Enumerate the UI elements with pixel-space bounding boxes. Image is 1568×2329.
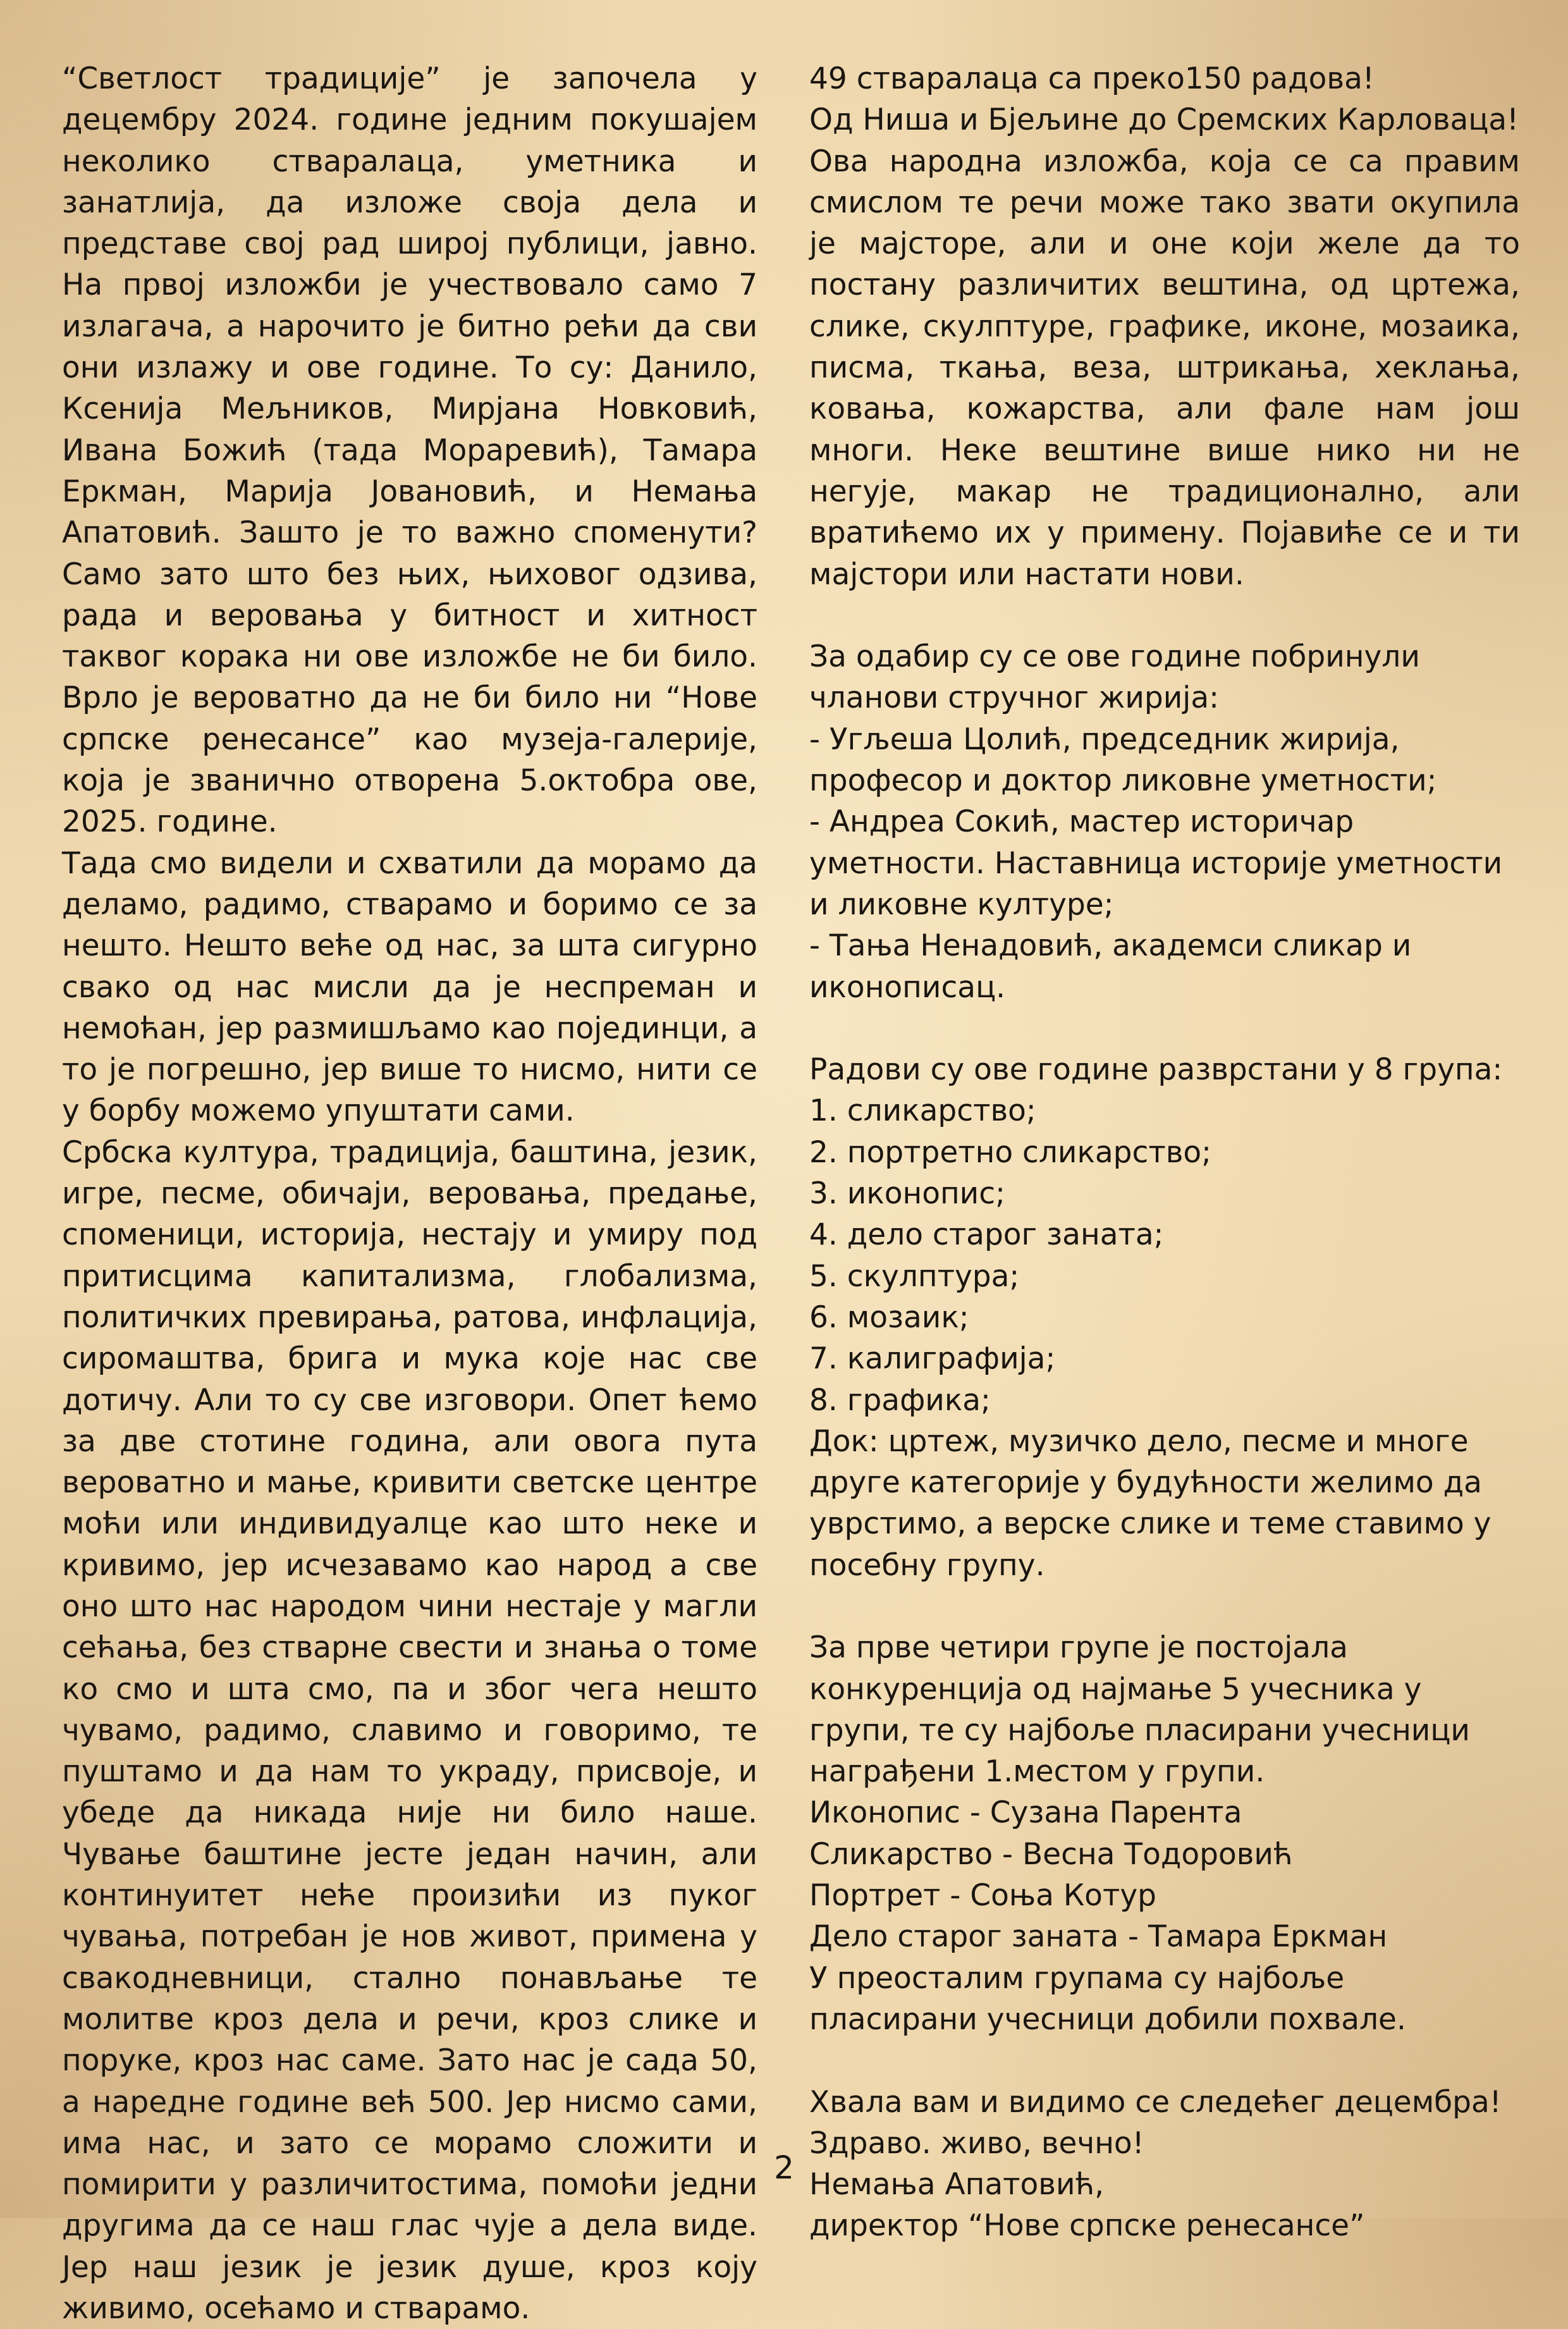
intro-line-creators: 49 стваралаца са преко150 радова! bbox=[809, 61, 1375, 96]
group-item: 4. дело старог заната; bbox=[809, 1217, 1164, 1253]
jury-intro: За одабир су се ове године побринули чланови стручног жирија: bbox=[809, 639, 1420, 716]
closing-thanks: Хвала вам и видимо се следећег децембра! bbox=[809, 2084, 1502, 2120]
awards-note: У преосталим групама су најбоље пласирани учесници добили похвале. bbox=[809, 1960, 1406, 2037]
left-column bbox=[62, 58, 757, 2329]
signature-name: Немања Апатовић, bbox=[809, 2167, 1105, 2203]
paragraph-call-to-action: Тада смо видели и схватили да морамо да деламо, радимо, стварамо и боримо се за нешто. Нешто веће од нас, за шта сигурно свако од нас мисли да је неспреман и немоћан, јер размишљамо као појединци, а то је погрешно, јер више то нисмо, нити се у борбу можемо упуштати сами. bbox=[62, 845, 757, 1129]
signature-title: директор “Нове српске ренесансе” bbox=[809, 2208, 1365, 2244]
page-number: 2 bbox=[774, 2149, 794, 2186]
intro-line-locations: Од Ниша и Бјељине до Сремских Карловаца! bbox=[809, 102, 1519, 138]
paragraph-exhibition-history: “Светлост традиције” је започела у децембру 2024. године једним покушајем неколико стваралаца, уметника и занатлија, да изложе своја дела и представе свој рад широј публици, јавно. На првој изложби је учествовало само 7 излагача, а нарочито је битно рећи да сви они излажу и ове године. То су: Данило, Ксенија Мељников, Мирјана Новковић, Ивана Божић (тада Мораревић), Тамара Еркман, Марија Јовановић, и Немања Апатовић. Зашто је то важно споменути? Само зато што без њих, њиховог одзива, рада и веровања у битност и хитност таквог корака ни ове изложбе не би било. Врло је вероватно да не би било ни “Нове српске ренесансе” као музеја-галерије, која је званично отворена 5.октобра ове, 2025. године. bbox=[62, 61, 757, 840]
spacer bbox=[809, 2040, 1520, 2081]
group-item: 6. мозаик; bbox=[809, 1300, 969, 1335]
jury-member: - Тања Ненадовић, академси сликар и иконописац. bbox=[809, 928, 1412, 1005]
award-winner: Дело старог заната - Тамара Еркман bbox=[809, 1919, 1388, 1955]
right-column bbox=[809, 58, 1520, 2247]
award-winner: Иконопис - Сузана Парента bbox=[809, 1795, 1242, 1831]
awards-intro: За прве четири групе је постојала конкуренција од најмање 5 учесника у групи, те су најбоље пласирани учесници награђени 1.местом у групи. bbox=[809, 1630, 1470, 1790]
award-winner: Сликарство - Весна Тодоровић bbox=[809, 1836, 1293, 1872]
group-item: 7. калиграфија; bbox=[809, 1341, 1056, 1377]
jury-member: - Андреа Сокић, мастер историчар уметности. Наставница историје уметности и ликовне културе; bbox=[809, 804, 1503, 922]
spacer bbox=[809, 1586, 1520, 1627]
group-item: 5. скулптура; bbox=[809, 1258, 1020, 1294]
groups-intro: Радови су ове године разврстани у 8 група: bbox=[809, 1052, 1503, 1088]
paragraph-exhibition-description: Ова народна изложба, која се са правим смислом те речи може тако звати окупила је мајсторе, али и оне који желе да то постану различитих вештина, од цртежа, слике, скулптуре, графике, иконе, мозаика, писма, ткања, веза, штрикања, хеклања, ковања, кожарства, али фале нам још многи. Неке вештине више нико ни не негује, макар не традиционално, али вратићемо их у примену. Појавиће се и ти мајстори или настати нови. bbox=[809, 144, 1520, 592]
paragraph-serbian-culture: Србска култура, традиција, баштина, језик, игре, песме, обичаји, веровања, предање, споменици, историја, нестају и умиру под притисцима капитализма, глобализма, политичких превирања, ратова, инфлација, сиромаштва, брига и мука које нас све дотичу. Али то су све изговори. Опет ћемо за две стотине година, али овога пута вероватно и мање, кривити светске центре моћи или индивидуалце као што неке и кривимо, јер исчезавамо као народ а све оно што нас народом чини нестаје у магли сећања, без стварне свести и знања о томе ко смо и шта смо, па и због чега нешто чувамо, радимо, славимо и говоримо, те пуштамо и да нам то украду, присвоје, и убеде да никада није ни било наше. Чување баштине јесте један начин, али континуитет неће произићи из пуког чувања, потребан је нов живот, примена у свакодневници, стално понављање те молитве кроз дела и речи, кроз слике и поруке, кроз нас саме. Зато нас је сада 50, а наредне године већ 500. Јер нисмо сами, има нас, и зато се морамо сложити и помирити у различитостима, помоћи једни другима да се наш глас чује а дела виде. Јер наш језик је језик душе, кроз коју живимо, осећамо и стварамо. bbox=[62, 1134, 757, 2326]
closing-greeting: Здраво. живо, вечно! bbox=[809, 2125, 1144, 2161]
group-item: 2. портретно сликарство; bbox=[809, 1134, 1211, 1170]
jury-member: - Угљеша Цолић, председник жирија, професор и доктор ликовне уметности; bbox=[809, 722, 1437, 799]
groups-note: Док: цртеж, музичко дело, песме и многе друге категорије у будућности желимо да уврстимо, а верске слике и теме ставимо у посебну групу. bbox=[809, 1423, 1491, 1583]
spacer bbox=[809, 1008, 1520, 1049]
group-item: 1. сликарство; bbox=[809, 1093, 1036, 1129]
award-winner: Портрет - Соња Котур bbox=[809, 1878, 1156, 1914]
group-item: 8. графика; bbox=[809, 1382, 991, 1418]
group-item: 3. иконопис; bbox=[809, 1176, 1005, 1212]
spacer bbox=[809, 595, 1520, 636]
